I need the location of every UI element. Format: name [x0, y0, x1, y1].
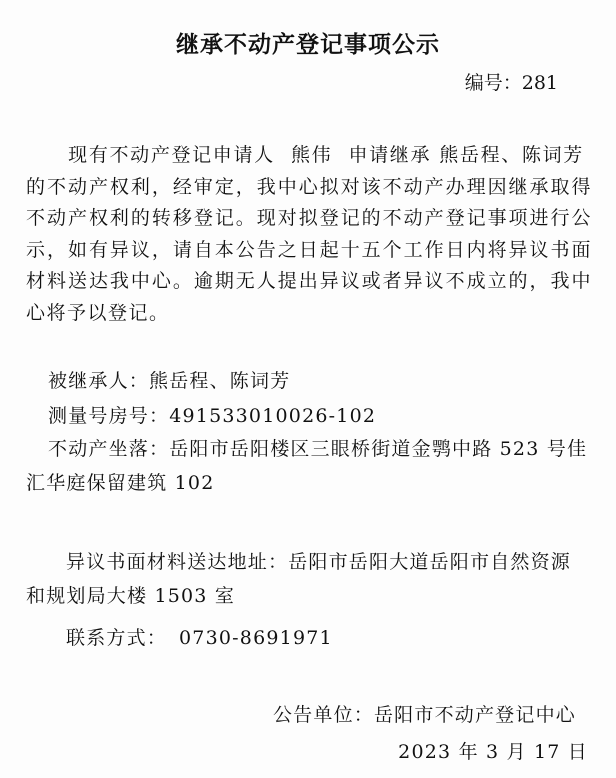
contact-line — [26, 623, 333, 650]
location-value-line2: 汇华庭保留建筑 102 — [26, 472, 215, 494]
deceased-names-part2: 芳 — [563, 144, 584, 166]
contact-label: 联系方式： — [66, 627, 168, 649]
objection-address-line2: 和规划局大楼 1503 室 — [26, 585, 236, 607]
notice-body: 的不动产权利，经审定，我中心拟对该不动产办理因继承取得不动产权利的转移登记。现对拟登记的不动产登记事项进行公示，如有异议，请自本公告之日起十五个工作日内将异议书面材料送达我中心。逾期无人提出异议或者异议不成立的，我中心将予以登记。 — [26, 175, 592, 324]
issuer-line: 公告单位：岳阳市不动产登记中心 — [272, 704, 576, 726]
document-title: 继承不动产登记事项公示 — [176, 32, 440, 58]
heir-line — [26, 366, 290, 393]
contact-phone: 0730-8691971 — [179, 627, 333, 649]
applicant-name: 熊伟 — [290, 144, 333, 166]
notice-inherit-label: 申请继承 — [348, 144, 432, 166]
heir-text: 被继承人：熊岳程、陈词芳 — [48, 370, 291, 392]
deceased-names-part1: 熊岳程、陈词 — [439, 144, 564, 166]
notice-paragraph — [26, 140, 592, 329]
notice-date: 2023 年 3 月 17 日 — [398, 741, 588, 763]
survey-value: 491533010026-102 — [169, 405, 377, 427]
objection-address-block — [26, 545, 592, 613]
survey-line — [26, 401, 376, 428]
objection-address-line1: 异议书面材料送达地址：岳阳市岳阳大道岳阳市自然资源 — [66, 551, 572, 573]
survey-label: 测量号房号： — [48, 405, 170, 427]
document-number: 编号：281 — [464, 72, 558, 94]
notice-pre-applicant: 现有不动产登记申请人 — [68, 144, 275, 166]
location-label: 不动产坐落： — [48, 438, 170, 460]
location-value-line1: 岳阳市岳阳楼区三眼桥街道金鹗中路 523 号佳 — [169, 438, 588, 460]
location-block — [26, 432, 592, 500]
